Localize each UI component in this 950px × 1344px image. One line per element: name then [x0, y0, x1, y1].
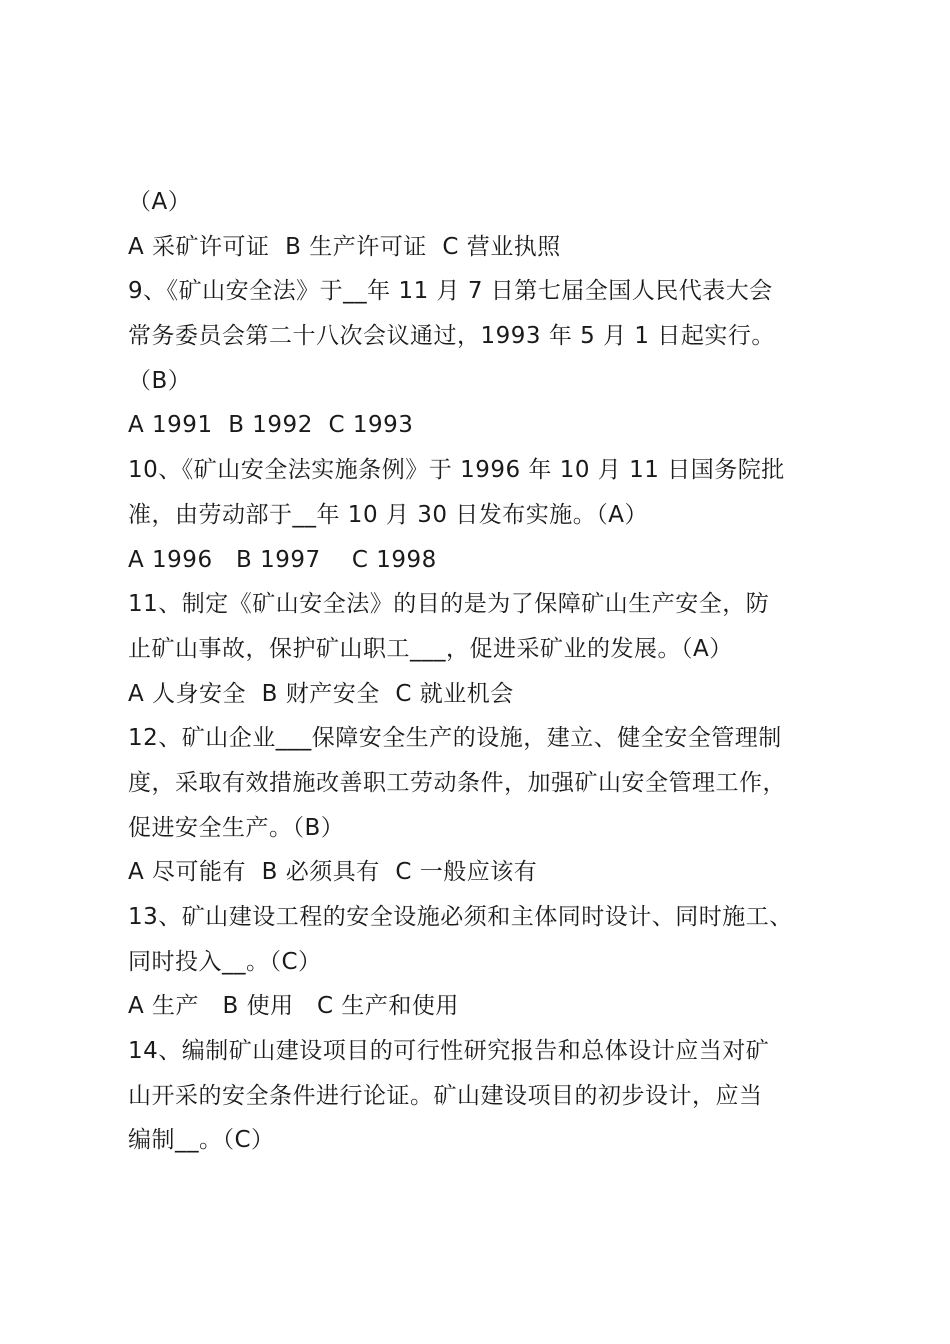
question-13-line-1: 13、矿山建设工程的安全设施必须和主体同时设计、同时施工、: [128, 904, 793, 930]
question-9-line-1: 9、《矿山安全法》于__年 11 月 7 日第七届全国人民代表大会: [128, 278, 773, 305]
question-11-line-1: 11、制定《矿山安全法》的目的是为了保障矿山生产安全，防: [128, 591, 770, 618]
question-12-line-3: 促进安全生产。（B）: [128, 814, 345, 841]
question-13-line-2: 同时投入__。（C）: [128, 948, 322, 975]
question-10-line-2: 准，由劳动部于__年 10 月 30 日发布实施。（A）: [128, 501, 649, 528]
options-line: A 1996 B 1997 C 1998: [128, 546, 437, 573]
options-line: A 1991 B 1992 C 1993: [128, 412, 414, 439]
options-line: A 采矿许可证 B 生产许可证 C 营业执照: [128, 233, 561, 260]
question-14-line-2: 山开采的安全条件进行论证。矿山建设项目的初步设计，应当: [128, 1082, 763, 1109]
answer-line: （B）: [128, 367, 192, 394]
question-11-line-2: 止矿山事故，保护矿山职工___，促进采矿业的发展。（A）: [128, 635, 733, 662]
options-line: A 尽可能有 B 必须具有 C 一般应该有: [128, 859, 538, 886]
answer-line: （A）: [128, 189, 192, 215]
question-12-line-1: 12、矿山企业___保障安全生产的设施，建立、健全安全管理制: [128, 725, 782, 752]
question-10-line-1: 10、《矿山安全法实施条例》于 1996 年 10 月 11 日国务院批: [128, 457, 785, 484]
document-body: [128, 180, 868, 1163]
question-14-line-3: 编制__。（C）: [128, 1127, 275, 1154]
question-12-line-2: 度，采取有效措施改善职工劳动条件，加强矿山安全管理工作，: [128, 769, 786, 796]
options-line: A 生产 B 使用 C 生产和使用: [128, 993, 459, 1020]
question-14-line-1: 14、编制矿山建设项目的可行性研究报告和总体设计应当对矿: [128, 1038, 770, 1065]
options-line: A 人身安全 B 财产安全 C 就业机会: [128, 680, 514, 707]
question-9-line-2: 常务委员会第二十八次会议通过，1993 年 5 月 1 日起实行。: [128, 323, 775, 350]
